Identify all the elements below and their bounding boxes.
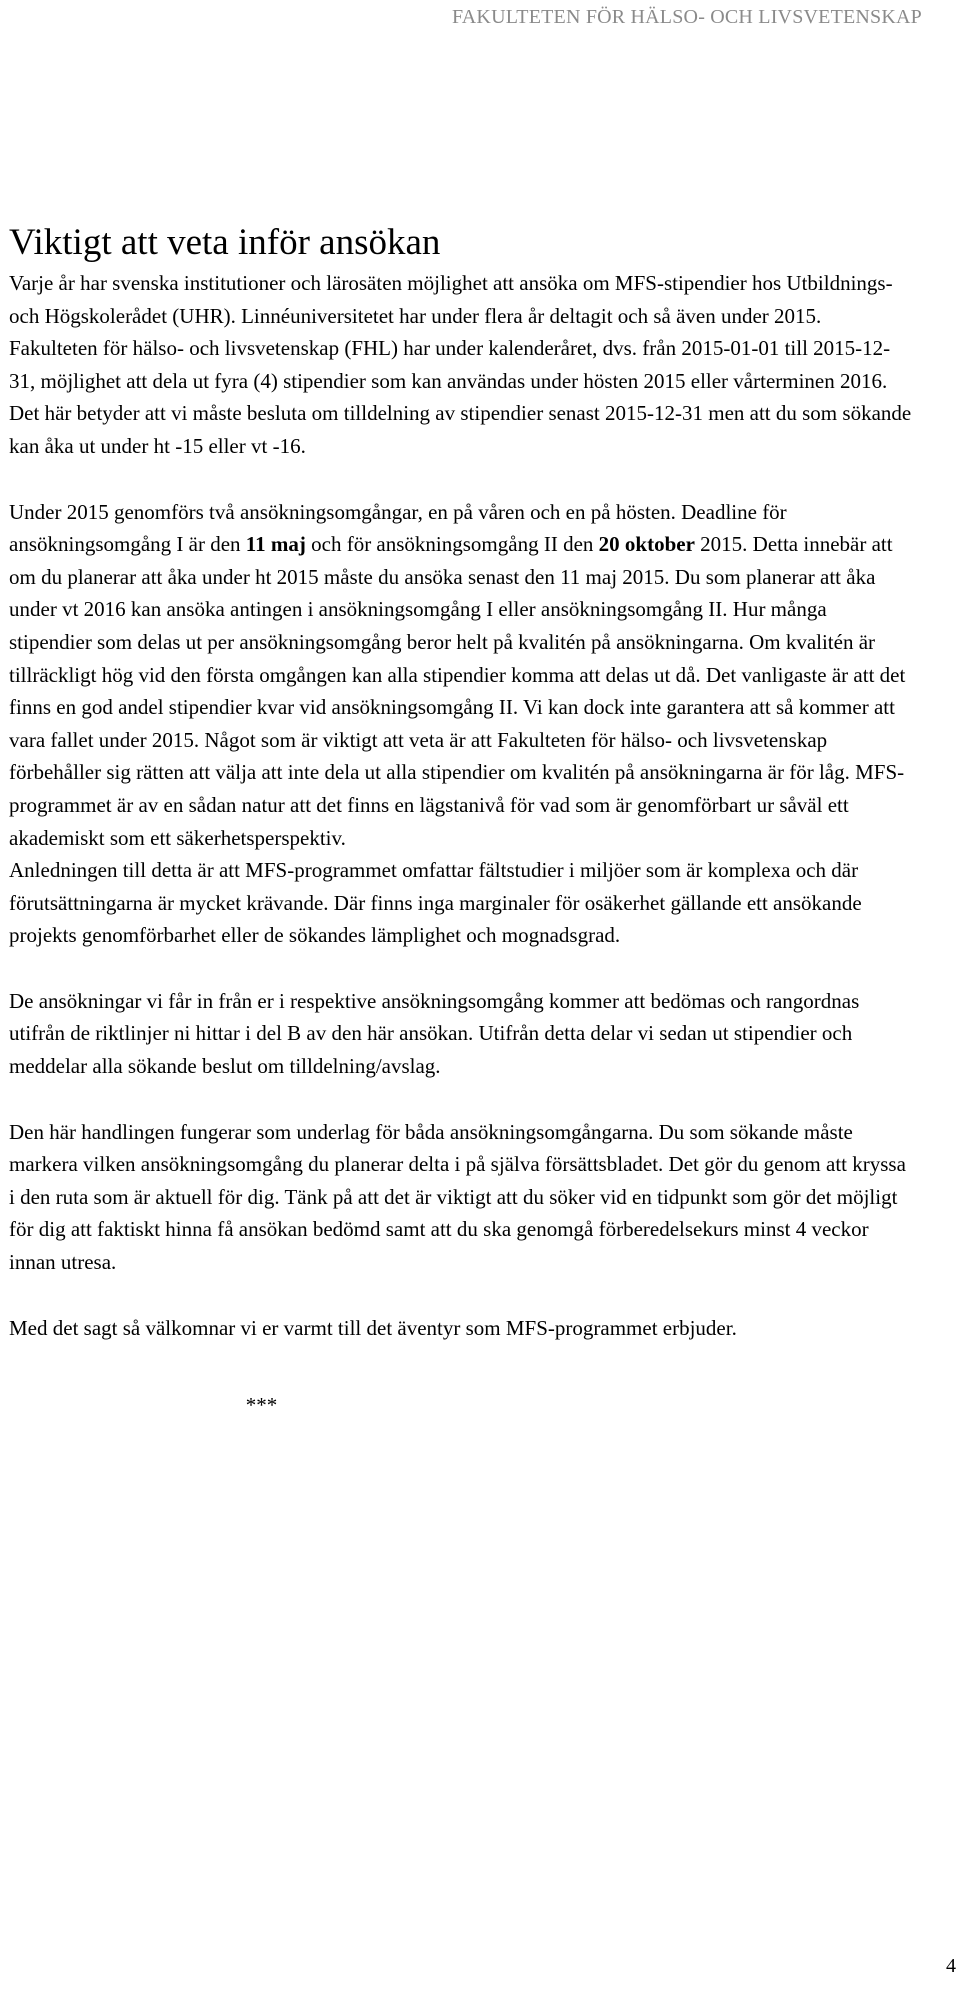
paragraph-deadlines bbox=[9, 496, 914, 855]
page-number: 4 bbox=[946, 1955, 956, 1977]
deadline-text-b: och för ansökningsomgång II den bbox=[305, 532, 599, 557]
deadline-date-round-2: 20 oktober bbox=[598, 532, 695, 557]
running-header: FAKULTETEN FÖR HÄLSO- OCH LIVSVETENSKAP bbox=[451, 6, 922, 28]
paragraph-assessment: De ansökningar vi får in från er i respektive ansökningsomgång kommer att bedömas och rangordnas utifrån de riktlinjer ni hittar i del B av den här ansökan. Utifrån detta delar vi sedan ut stipendier och meddelar alla sökande beslut om tilldelning/avslag. bbox=[9, 988, 860, 1079]
deadline-text-c: 2015. Detta innebär att om du planerar att åka under ht 2015 måste du ansöka senast den 11 maj 2015. Du som planerar att åka under vt 2016 kan ansöka antingen i ansökningsomgång I eller ansökningsomgång II. Hur många stipendier som delas ut per ansökningsomgång beror helt på kvalitén på ansökningarna. Om kvalitén är tillräckligt hög vid den första omgången kan alla stipendier komma att delas ut då. Det vanligaste är att det finns en god andel stipendier kvar vid ansökningsomgång II. Vi kan dock inte garantera att så kommer att vara fallet under 2015. Något som är viktigt att veta är att Fakulteten för hälso- och livsvetenskap förbehåller sig rätten att välja att inte dela ut alla stipendier om kvalitén på ansökningarna är för låg. MFS-programmet är av en sådan natur att det finns en lägstanivå för vad som är genomförbart ur såväl ett akademiskt som ett säkerhetsperspektiv. bbox=[9, 532, 906, 850]
document-body bbox=[9, 221, 914, 1418]
paragraph-welcome: Med det sagt så välkomnar vi er varmt till det äventyr som MFS-programmet erbjuder. bbox=[9, 1315, 737, 1340]
paragraph-gap bbox=[9, 1083, 914, 1116]
paragraph-gap bbox=[9, 952, 914, 985]
section-separator: *** bbox=[245, 1393, 278, 1418]
deadline-text-a: Under 2015 genomförs två ansökningsomgångar, en på våren och en på hösten. Deadline för ansökningsomgång I är den bbox=[9, 499, 787, 557]
paragraph-gap bbox=[9, 463, 914, 496]
paragraph-gap bbox=[9, 1279, 914, 1312]
deadline-date-round-1: 11 maj bbox=[245, 532, 306, 557]
paragraph-instructions: Den här handlingen fungerar som underlag för båda ansökningsomgångarna. Du som sökande måste markera vilken ansökningsomgång du planerar delta i på själva försättsbladet. Det gör du genom att kryssa i den ruta som är aktuell för dig. Tänk på att det är viktigt att du söker vid en tidpunkt som gör det möjligt för dig att faktiskt hinna få ansökan bedömd samt att du ska genomgå förberedelsekurs minst 4 veckor innan utresa. bbox=[9, 1119, 906, 1275]
section-title: Viktigt att veta inför ansökan bbox=[9, 222, 441, 263]
paragraph-intro: Varje år har svenska institutioner och lärosäten möjlighet att ansöka om MFS-stipendier hos Utbildnings- och Högskolerådet (UHR). Linnéuniversitetet har under flera år deltagit och så även under 2015. Fakulteten för hälso- och livsvetenskap (FHL) har under kalenderåret, dvs. från 2015-01-01 till 2015-12-31, möjlighet att dela ut fyra (4) stipendier som kan användas under hösten 2015 eller vårterminen 2016. Det här betyder att vi måste besluta om tilldelning av stipendier senast 2015-12-31 men att du som sökande kan åka ut under ht -15 eller vt -16. bbox=[9, 271, 912, 458]
paragraph-reason: Anledningen till detta är att MFS-programmet omfattar fältstudier i miljöer som är komplexa och där förutsättningarna är mycket krävande. Där finns inga marginaler för osäkerhet gällande ett ansökande projekts genomförbarhet eller de sökandes lämplighet och mognadsgrad. bbox=[9, 858, 862, 948]
